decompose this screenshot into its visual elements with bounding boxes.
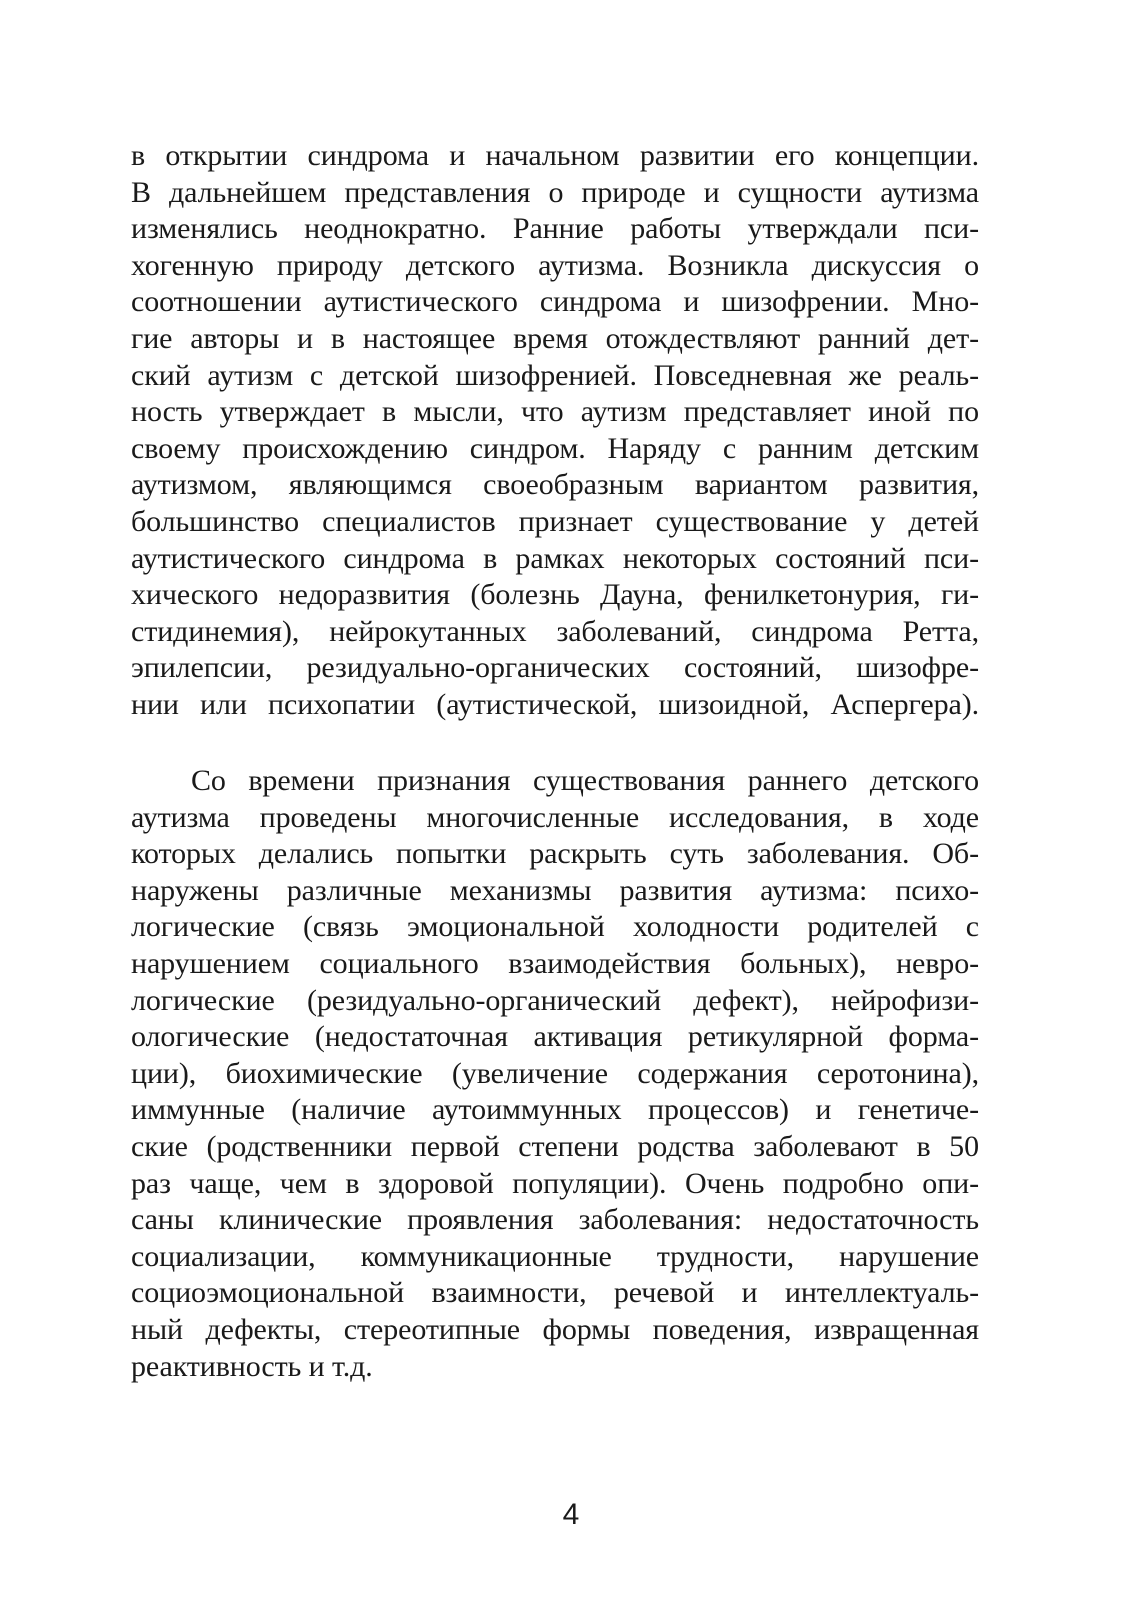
text-line: аутизмом, являющимся своеобразным вариантом развития, — [131, 468, 979, 502]
text-line: социализации, коммуникационные трудности, нарушение — [131, 1239, 979, 1273]
text-line: которых делались попытки раскрыть суть заболевания. Об- — [131, 837, 979, 871]
text-line: стидинемия), нейрокутанных заболеваний, синдрома Ретта, — [131, 614, 979, 648]
text-line: Со времени признания существования раннего детского — [191, 764, 979, 797]
text-line: нарушением социального взаимодействия больных), невро- — [131, 946, 979, 980]
text-line: большинство специалистов признает существование у детей — [131, 504, 979, 538]
text-line: ские (родственники первой степени родства заболевают в 50 — [131, 1129, 979, 1163]
text-line: реактивность и т.д. — [131, 1349, 373, 1383]
text-line: хического недоразвития (болезнь Дауна, фенилкетонурия, ги- — [131, 578, 979, 612]
text-line: нии или психопатии (аутистической, шизоидной, Аспергера). — [131, 687, 979, 721]
text-line: аутистического синдрома в рамках некоторых состояний пси- — [131, 541, 979, 575]
text-line: логические (резидуально-органический дефект), нейрофизи- — [131, 983, 979, 1017]
text-line: ский аутизм с детской шизофренией. Повседневная же реаль- — [131, 358, 979, 392]
text-line: логические (связь эмоциональной холодности родителей с — [131, 910, 979, 944]
paragraph-1 — [131, 138, 979, 724]
text-line: изменялись неоднократно. Ранние работы утверждали пси- — [131, 212, 979, 246]
text-line: ции), биохимические (увеличение содержания серотонина), — [131, 1056, 979, 1090]
text-line: хогенную природу детского аутизма. Возникла дискуссия о — [131, 248, 979, 282]
text-line: ологические (недостаточная активация ретикулярной форма- — [131, 1020, 979, 1054]
text-line: аутизма проведены многочисленные исследования, в ходе — [131, 800, 979, 834]
text-line: ный дефекты, стереотипные формы поведения, извращенная — [131, 1312, 979, 1346]
text-line: в открытии синдрома и начальном развитии его концепции. — [131, 139, 979, 172]
text-line: своему происхождению синдром. Наряду с ранним детским — [131, 431, 979, 465]
text-line: раз чаще, чем в здоровой популяции). Очень подробно опи- — [131, 1166, 979, 1200]
text-line: гие авторы и в настоящее время отождествляют ранний дет- — [131, 321, 979, 355]
page-number: 4 — [562, 1498, 580, 1531]
text-line: эпилепсии, резидуально-органических состояний, шизофре- — [131, 651, 979, 685]
text-line: В дальнейшем представления о природе и сущности аутизма — [131, 175, 979, 209]
text-line: саны клинические проявления заболевания: недостаточность — [131, 1203, 979, 1237]
paragraph-2 — [131, 763, 979, 1385]
text-line: иммунные (наличие аутоиммунных процессов) и генетиче- — [131, 1093, 979, 1127]
text-line: соотношении аутистического синдрома и шизофрении. Мно- — [131, 285, 979, 319]
text-line: наружены различные механизмы развития аутизма: психо- — [131, 873, 979, 907]
text-line: ность утверждает в мысли, что аутизм представляет иной по — [131, 395, 979, 429]
text-line: социоэмоциональной взаимности, речевой и интеллектуаль- — [131, 1276, 979, 1310]
